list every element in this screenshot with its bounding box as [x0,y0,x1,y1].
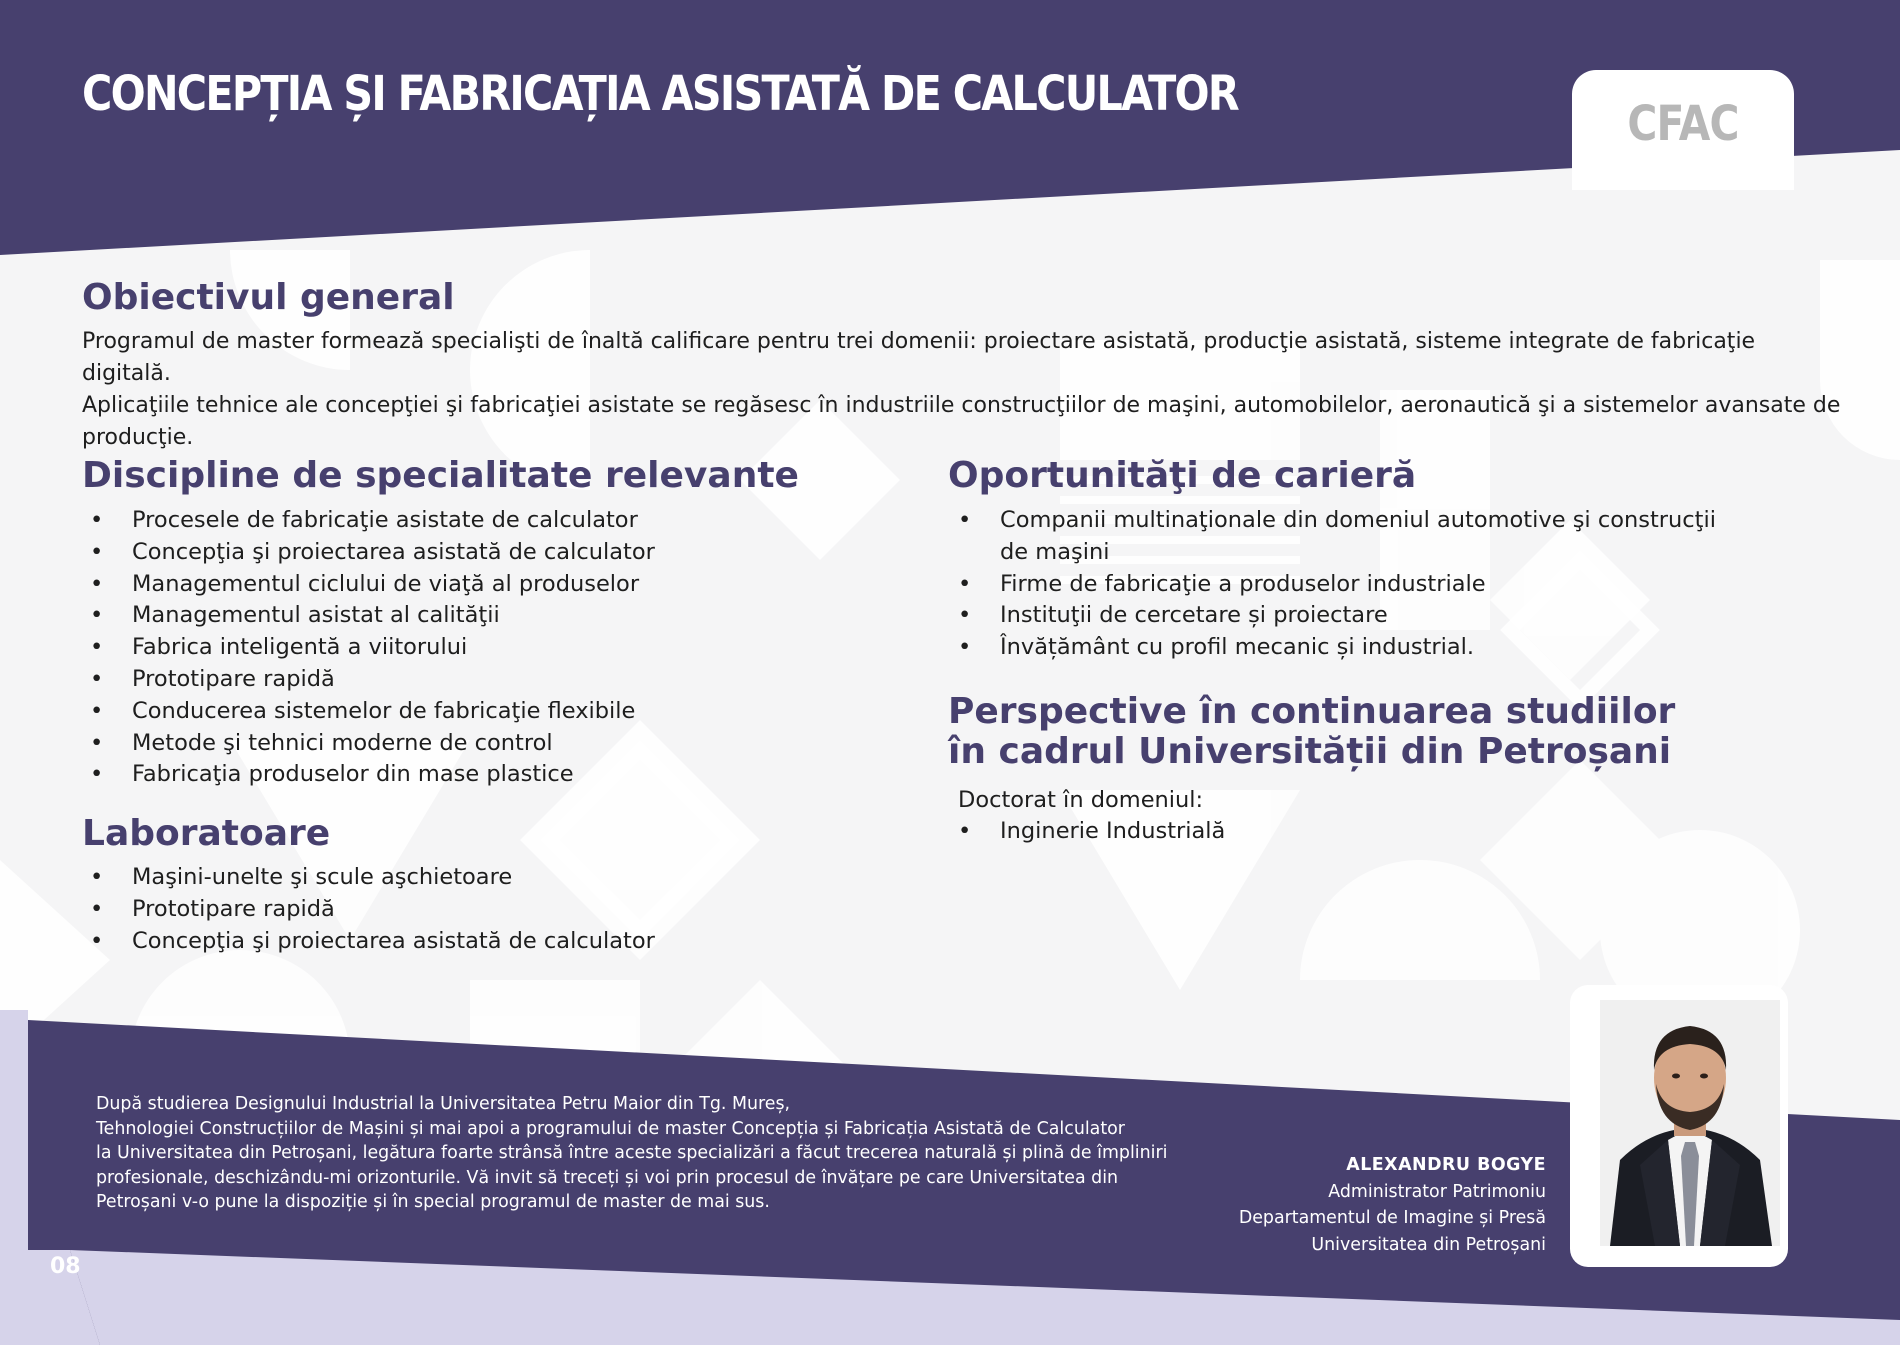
objective-heading: Obiectivul general [82,277,455,318]
list-item: • Metode şi tehnici moderne de control [82,728,842,760]
list-item: • Prototipare rapidă [82,894,842,926]
list-item: • Concepţia şi proiectarea asistată de calculator [82,537,842,569]
disciplines-list [82,505,842,791]
list-item: • Fabricaţia produselor din mase plastice [82,759,842,791]
page-number: 08 [50,1254,81,1279]
testimonial-line: Tehnologiei Construcțiilor de Mașini și mai apoi a programului de master Concepția și Fabricația Asistată de Calculator [96,1118,1125,1139]
testimonial-line: la Universitatea din Petroșani, legătura foarte strânsă între aceste specializări a făcut trecerea naturală și plină de împliniri [96,1143,1168,1163]
list-item: • Concepţia şi proiectarea asistată de calculator [82,926,842,958]
perspective-intro: Doctorat în domeniul: [958,787,1204,813]
list-item: • Managementul asistat al calităţii [82,600,842,632]
list-item: • Fabrica inteligentă a viitorului [82,632,842,664]
portrait-illustration [1600,1000,1780,1246]
program-code: CFAC [1627,96,1739,152]
list-item: • Managementul ciclului de viaţă al produselor [82,569,842,601]
objective-line: Aplicaţiile tehnice ale concepţiei şi fabricaţiei asistate se regăsesc în industriile construcţiilor de maşini, automobilelor, aeronautică şi a sistemelor avansate de [82,393,1841,418]
testimonial-line: Petroșani v-o pune la dispoziție și în special programul de master de mai sus. [96,1192,770,1212]
program-tab [1572,70,1794,190]
list-item: • Conducerea sistemelor de fabricaţie flexibile [82,696,842,728]
list-item: • Inginerie Industrială [950,816,1750,848]
page-title: CONCEPȚIA ȘI FABRICAȚIA ASISTATĂ DE CALCULATOR [82,66,1238,122]
list-item: • Instituţii de cercetare și proiectare [950,600,1750,632]
author-department: Departamentul de Imagine și Presă [1238,1208,1546,1228]
career-heading: Oportunităţi de carieră [948,455,1417,496]
testimonial-signature [1239,1152,1546,1258]
list-item: • Companii multinaţionale din domeniul automotive şi construcţii de maşini [950,505,1750,569]
perspective-heading-line: Perspective în continuarea studiilor [948,691,1676,732]
list-item: • Învățământ cu profil mecanic și industrial. [950,632,1750,664]
portrait-photo [1600,1000,1780,1246]
career-list [950,505,1750,664]
perspective-list [950,816,1750,848]
objective-text [82,326,1842,454]
testimonial-line: După studierea Designului Industrial la Universitatea Petru Maior din Tg. Mureș, [96,1094,791,1114]
testimonial-quote [96,1092,1176,1215]
testimonial-line: profesionale, deschizându-mi orizonturile. Vă invit să treceți și voi prin procesul de învățare pe care Universitatea din [96,1167,1119,1188]
objective-line: producţie. [82,425,194,450]
objective-line: Programul de master formează specialişti de înaltă calificare pentru trei domenii: proiectare asistată, producţie asistată, sisteme integrate de fabricaţie digitală. [82,329,1756,386]
author-university: Universitatea din Petroșani [1311,1234,1546,1255]
labs-heading: Laboratoare [82,813,331,854]
author-name: ALEXANDRU BOGYE [1346,1155,1546,1175]
perspective-heading [948,692,1675,772]
labs-list [82,862,842,957]
list-item: • Prototipare rapidă [82,664,842,696]
disciplines-heading: Discipline de specialitate relevante [82,455,799,496]
list-item: • Maşini-unelte şi scule aşchietoare [82,862,842,894]
author-role: Administrator Patrimoniu [1328,1181,1546,1202]
list-item: • Procesele de fabricaţie asistate de calculator [82,505,842,537]
perspective-heading-line: în cadrul Universității din Petroșani [948,731,1672,772]
list-item: • Firme de fabricaţie a produselor industriale [950,569,1750,601]
